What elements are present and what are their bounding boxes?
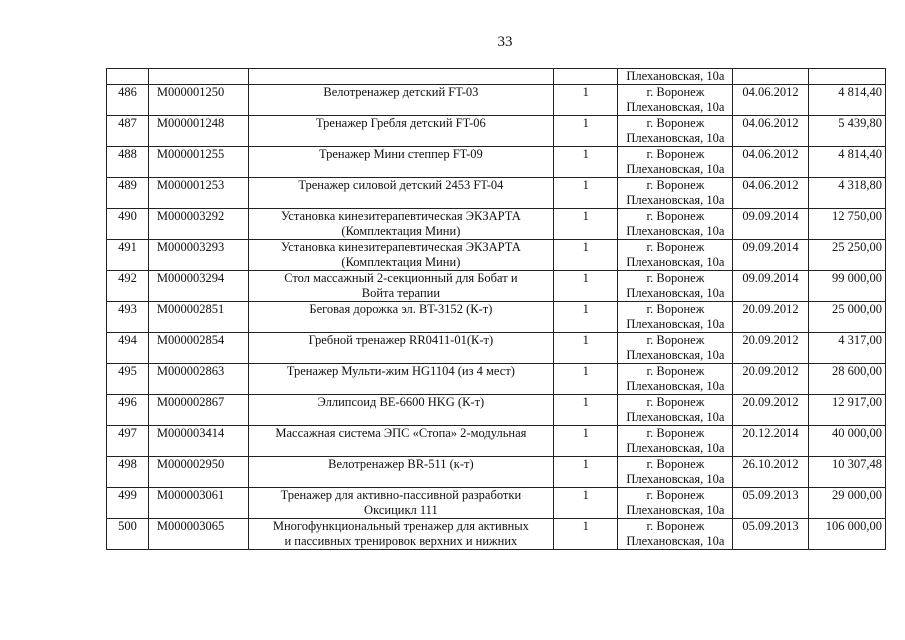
quantity-cell-text: 1 bbox=[582, 364, 589, 378]
sum-cell-text: 25 000,00 bbox=[832, 302, 882, 316]
name-cell-text: Стол массажный 2-секционный для Бобат и bbox=[284, 271, 518, 285]
table-row bbox=[107, 271, 886, 302]
sum-cell bbox=[808, 488, 885, 519]
address-cell-text: Плехановская, 10а bbox=[626, 286, 725, 300]
row-number-cell bbox=[107, 302, 149, 333]
row-number-cell bbox=[107, 178, 149, 209]
sum-cell-text: 4 814,40 bbox=[838, 147, 882, 161]
date-cell bbox=[733, 116, 808, 147]
date-cell bbox=[733, 240, 808, 271]
name-cell bbox=[248, 302, 553, 333]
sum-cell-text: 4 317,00 bbox=[838, 333, 882, 347]
date-cell bbox=[733, 333, 808, 364]
row-number-cell-text: 500 bbox=[118, 519, 137, 533]
name-cell bbox=[248, 69, 553, 85]
address-cell-text: г. Воронеж bbox=[646, 426, 705, 440]
address-cell-text: г. Воронеж bbox=[646, 209, 705, 223]
row-number-cell bbox=[107, 240, 149, 271]
quantity-cell bbox=[553, 364, 617, 395]
quantity-cell-text: 1 bbox=[582, 271, 589, 285]
row-number-cell bbox=[107, 457, 149, 488]
quantity-cell bbox=[553, 333, 617, 364]
date-cell-text: 09.09.2014 bbox=[742, 240, 799, 254]
address-cell-text: г. Воронеж bbox=[646, 240, 705, 254]
address-cell-text: Плехановская, 10а bbox=[626, 317, 725, 331]
row-number-cell bbox=[107, 116, 149, 147]
code-cell bbox=[148, 116, 248, 147]
code-cell-text: M000002867 bbox=[156, 395, 225, 409]
name-cell bbox=[248, 488, 553, 519]
row-number-cell bbox=[107, 519, 149, 550]
quantity-cell-text: 1 bbox=[582, 178, 589, 192]
date-cell-text: 20.09.2012 bbox=[742, 333, 799, 347]
row-number-cell-text: 491 bbox=[118, 240, 137, 254]
name-cell bbox=[248, 240, 553, 271]
table-row bbox=[107, 147, 886, 178]
code-cell bbox=[148, 271, 248, 302]
date-cell-text: 04.06.2012 bbox=[742, 147, 799, 161]
sum-cell-text: 40 000,00 bbox=[832, 426, 882, 440]
code-cell bbox=[148, 488, 248, 519]
table-row bbox=[107, 178, 886, 209]
sum-cell-text: 12 750,00 bbox=[832, 209, 882, 223]
address-cell-text: Плехановская, 10а bbox=[626, 534, 725, 548]
quantity-cell bbox=[553, 209, 617, 240]
name-cell-text: Велотренажер детский FT-03 bbox=[323, 85, 479, 99]
address-cell-text: г. Воронеж bbox=[646, 395, 705, 409]
address-cell-text: г. Воронеж bbox=[646, 519, 705, 533]
date-cell-text: 05.09.2013 bbox=[742, 519, 799, 533]
table-row bbox=[107, 457, 886, 488]
code-cell bbox=[148, 85, 248, 116]
code-cell bbox=[148, 364, 248, 395]
quantity-cell-text: 1 bbox=[582, 240, 589, 254]
name-cell-text: Тренажер для активно-пассивной разработки bbox=[280, 488, 522, 502]
address-cell-text: г. Воронеж bbox=[646, 333, 705, 347]
date-cell bbox=[733, 488, 808, 519]
code-cell-text: M000002851 bbox=[156, 302, 225, 316]
address-cell-text: Плехановская, 10а bbox=[626, 162, 725, 176]
row-number-cell-text: 494 bbox=[118, 333, 137, 347]
name-cell-text: Тренажер Гребля детский FT-06 bbox=[316, 116, 486, 130]
quantity-cell bbox=[553, 147, 617, 178]
name-cell-text: Беговая дорожка эл. BT-3152 (К-т) bbox=[309, 302, 493, 316]
sum-cell bbox=[808, 395, 885, 426]
name-cell bbox=[248, 147, 553, 178]
code-cell-text: M000003292 bbox=[156, 209, 225, 223]
address-cell-text: Плехановская, 10а bbox=[626, 379, 725, 393]
address-cell-text: Плехановская, 10а bbox=[626, 131, 725, 145]
name-cell-text: Многофункциональный тренажер для активных bbox=[272, 519, 529, 533]
name-cell bbox=[248, 519, 553, 550]
name-cell bbox=[248, 209, 553, 240]
date-cell bbox=[733, 147, 808, 178]
page-number: 33 bbox=[497, 34, 513, 50]
code-cell-text: M000001250 bbox=[156, 85, 225, 99]
name-cell-text: Тренажер Мини степпер FT-09 bbox=[318, 147, 483, 161]
address-cell-text: Плехановская, 10а bbox=[626, 441, 725, 455]
date-cell-text: 05.09.2013 bbox=[742, 488, 799, 502]
address-cell-text: Плехановская, 10а bbox=[626, 224, 725, 238]
address-cell bbox=[618, 178, 733, 209]
code-cell-text: M000002950 bbox=[156, 457, 225, 471]
table-row bbox=[107, 426, 886, 457]
quantity-cell bbox=[553, 240, 617, 271]
code-cell bbox=[148, 333, 248, 364]
sum-cell bbox=[808, 147, 885, 178]
address-cell bbox=[618, 209, 733, 240]
address-cell-text: Плехановская, 10а bbox=[626, 348, 725, 362]
name-cell-text: (Комплектация Мини) bbox=[341, 255, 461, 269]
sum-cell-text: 29 000,00 bbox=[832, 488, 882, 502]
row-number-cell bbox=[107, 271, 149, 302]
quantity-cell-text: 1 bbox=[582, 457, 589, 471]
name-cell-text: Тренажер Мульти-жим HG1104 (из 4 мест) bbox=[286, 364, 515, 378]
quantity-cell bbox=[553, 178, 617, 209]
address-cell-text: г. Воронеж bbox=[646, 85, 705, 99]
date-cell bbox=[733, 85, 808, 116]
row-number-cell bbox=[107, 147, 149, 178]
sum-cell bbox=[808, 333, 885, 364]
quantity-cell bbox=[553, 271, 617, 302]
sum-cell bbox=[808, 457, 885, 488]
address-cell-text: г. Воронеж bbox=[646, 364, 705, 378]
address-cell bbox=[618, 457, 733, 488]
code-cell bbox=[148, 147, 248, 178]
name-cell bbox=[248, 457, 553, 488]
code-cell bbox=[148, 178, 248, 209]
address-cell bbox=[618, 364, 733, 395]
date-cell bbox=[733, 364, 808, 395]
date-cell-text: 04.06.2012 bbox=[742, 85, 799, 99]
table-row bbox=[107, 364, 886, 395]
code-cell bbox=[148, 395, 248, 426]
row-number-cell bbox=[107, 364, 149, 395]
row-number-cell bbox=[107, 488, 149, 519]
sum-cell bbox=[808, 116, 885, 147]
name-cell bbox=[248, 364, 553, 395]
address-cell bbox=[618, 69, 733, 85]
code-cell bbox=[148, 240, 248, 271]
address-cell-text: Плехановская, 10а bbox=[626, 255, 725, 269]
address-cell-text: г. Воронеж bbox=[646, 178, 705, 192]
sum-cell bbox=[808, 364, 885, 395]
name-cell bbox=[248, 395, 553, 426]
name-cell bbox=[248, 271, 553, 302]
date-cell bbox=[733, 519, 808, 550]
row-number-cell bbox=[107, 426, 149, 457]
name-cell-text: (Комплектация Мини) bbox=[341, 224, 461, 238]
table-row bbox=[107, 209, 886, 240]
quantity-cell-text: 1 bbox=[582, 426, 589, 440]
address-cell-text: Плехановская, 10а bbox=[626, 193, 725, 207]
date-cell bbox=[733, 302, 808, 333]
date-cell bbox=[733, 426, 808, 457]
sum-cell bbox=[808, 240, 885, 271]
address-cell-text: Плехановская, 10а bbox=[626, 472, 725, 486]
code-cell-text: M000003065 bbox=[156, 519, 225, 533]
code-cell bbox=[148, 302, 248, 333]
sum-cell-text: 4 318,80 bbox=[838, 178, 882, 192]
date-cell bbox=[733, 457, 808, 488]
code-cell-text: M000003293 bbox=[156, 240, 225, 254]
row-number-cell-text: 498 bbox=[118, 457, 137, 471]
quantity-cell bbox=[553, 302, 617, 333]
quantity-cell bbox=[553, 519, 617, 550]
date-cell-text: 04.06.2012 bbox=[742, 178, 799, 192]
table-row bbox=[107, 240, 886, 271]
row-number-cell-text: 490 bbox=[118, 209, 137, 223]
code-cell bbox=[148, 519, 248, 550]
code-cell bbox=[148, 426, 248, 457]
name-cell bbox=[248, 116, 553, 147]
date-cell bbox=[733, 395, 808, 426]
quantity-cell-text: 1 bbox=[582, 519, 589, 533]
code-cell-text: M000001248 bbox=[156, 116, 225, 130]
inventory-table bbox=[106, 68, 886, 550]
sum-cell-text: 4 814,40 bbox=[838, 85, 882, 99]
code-cell-text: M000003061 bbox=[156, 488, 225, 502]
row-number-cell-text: 497 bbox=[118, 426, 137, 440]
code-cell bbox=[148, 69, 248, 85]
address-cell-text: г. Воронеж bbox=[646, 116, 705, 130]
row-number-cell bbox=[107, 69, 149, 85]
name-cell-text: Установка кинезитерапевтическая ЭКЗАРТА bbox=[280, 240, 521, 254]
address-cell bbox=[618, 333, 733, 364]
sum-cell bbox=[808, 85, 885, 116]
name-cell-text: Тренажер силовой детский 2453 FT-04 bbox=[298, 178, 504, 192]
quantity-cell bbox=[553, 85, 617, 116]
sum-cell bbox=[808, 302, 885, 333]
row-number-cell-text: 488 bbox=[118, 147, 137, 161]
name-cell-text: Установка кинезитерапевтическая ЭКЗАРТА bbox=[280, 209, 521, 223]
address-cell bbox=[618, 395, 733, 426]
quantity-cell bbox=[553, 69, 617, 85]
date-cell-text: 20.09.2012 bbox=[742, 395, 799, 409]
quantity-cell-text: 1 bbox=[582, 147, 589, 161]
quantity-cell-text: 1 bbox=[582, 488, 589, 502]
address-cell-text: г. Воронеж bbox=[646, 488, 705, 502]
name-cell-text: Велотренажер BR-511 (к-т) bbox=[328, 457, 474, 471]
name-cell bbox=[248, 426, 553, 457]
quantity-cell-text: 1 bbox=[582, 395, 589, 409]
name-cell bbox=[248, 85, 553, 116]
address-cell bbox=[618, 426, 733, 457]
date-cell-text: 20.12.2014 bbox=[742, 426, 799, 440]
date-cell-text: 20.09.2012 bbox=[742, 302, 799, 316]
quantity-cell-text: 1 bbox=[582, 302, 589, 316]
address-cell-text: Плехановская, 10а bbox=[626, 410, 725, 424]
sum-cell-text: 99 000,00 bbox=[832, 271, 882, 285]
name-cell-text: Гребной тренажер RR0411-01(К-т) bbox=[308, 333, 494, 347]
address-cell-text: г. Воронеж bbox=[646, 457, 705, 471]
sum-cell-text: 25 250,00 bbox=[832, 240, 882, 254]
sum-cell-text: 28 600,00 bbox=[832, 364, 882, 378]
code-cell-text: M000002854 bbox=[156, 333, 225, 347]
date-cell bbox=[733, 69, 808, 85]
row-number-cell-text: 492 bbox=[118, 271, 137, 285]
sum-cell bbox=[808, 178, 885, 209]
sum-cell bbox=[808, 209, 885, 240]
table-row bbox=[107, 85, 886, 116]
address-cell bbox=[618, 240, 733, 271]
sum-cell-text: 5 439,80 bbox=[838, 116, 882, 130]
address-cell bbox=[618, 116, 733, 147]
date-cell-text: 09.09.2014 bbox=[742, 209, 799, 223]
code-cell bbox=[148, 457, 248, 488]
row-number-cell-text: 486 bbox=[118, 85, 137, 99]
code-cell-text: M000002863 bbox=[156, 364, 225, 378]
address-cell bbox=[618, 519, 733, 550]
sum-cell bbox=[808, 69, 885, 85]
address-cell-text: Плехановская, 10а bbox=[626, 503, 725, 517]
row-number-cell-text: 499 bbox=[118, 488, 137, 502]
quantity-cell bbox=[553, 395, 617, 426]
quantity-cell-text: 1 bbox=[582, 333, 589, 347]
address-cell-text: Плехановская, 10а bbox=[626, 100, 725, 114]
table-row bbox=[107, 116, 886, 147]
row-number-cell-text: 495 bbox=[118, 364, 137, 378]
address-cell-text: г. Воронеж bbox=[646, 147, 705, 161]
date-cell-text: 20.09.2012 bbox=[742, 364, 799, 378]
sum-cell bbox=[808, 271, 885, 302]
quantity-cell bbox=[553, 457, 617, 488]
name-cell-text: Массажная система ЭПС «Стопа» 2-модульная bbox=[275, 426, 527, 440]
code-cell bbox=[148, 209, 248, 240]
name-cell-text: Оксицикл 111 bbox=[364, 503, 438, 517]
sum-cell bbox=[808, 426, 885, 457]
address-cell bbox=[618, 302, 733, 333]
address-cell bbox=[618, 488, 733, 519]
code-cell-text: M000003414 bbox=[156, 426, 225, 440]
quantity-cell-text: 1 bbox=[582, 116, 589, 130]
code-cell-text: M000001253 bbox=[156, 178, 225, 192]
sum-cell bbox=[808, 519, 885, 550]
quantity-cell bbox=[553, 116, 617, 147]
row-number-cell-text: 487 bbox=[118, 116, 137, 130]
name-cell-text: и пассивных тренировок верхних и нижних bbox=[284, 534, 518, 548]
name-cell bbox=[248, 178, 553, 209]
row-number-cell bbox=[107, 395, 149, 426]
quantity-cell bbox=[553, 488, 617, 519]
row-number-cell bbox=[107, 85, 149, 116]
row-number-cell bbox=[107, 209, 149, 240]
date-cell-text: 26.10.2012 bbox=[742, 457, 799, 471]
row-number-cell-text: 496 bbox=[118, 395, 137, 409]
address-line: Плехановская, 10а bbox=[626, 69, 725, 83]
address-cell-text: г. Воронеж bbox=[646, 271, 705, 285]
code-cell-text: M000003294 bbox=[156, 271, 225, 285]
table-row bbox=[107, 488, 886, 519]
date-cell bbox=[733, 209, 808, 240]
row-number-cell bbox=[107, 333, 149, 364]
table-row bbox=[107, 395, 886, 426]
date-cell bbox=[733, 271, 808, 302]
quantity-cell bbox=[553, 426, 617, 457]
date-cell-text: 04.06.2012 bbox=[742, 116, 799, 130]
quantity-cell-text: 1 bbox=[582, 209, 589, 223]
address-cell bbox=[618, 147, 733, 178]
date-cell bbox=[733, 178, 808, 209]
row-number-cell-text: 489 bbox=[118, 178, 137, 192]
date-cell-text: 09.09.2014 bbox=[742, 271, 799, 285]
sum-cell-text: 106 000,00 bbox=[825, 519, 882, 533]
address-cell-text: г. Воронеж bbox=[646, 302, 705, 316]
address-cell bbox=[618, 271, 733, 302]
sum-cell-text: 10 307,48 bbox=[832, 457, 882, 471]
table-row bbox=[107, 302, 886, 333]
quantity-cell-text: 1 bbox=[582, 85, 589, 99]
name-cell-text: Эллипсоид BE-6600 HKG (К-т) bbox=[317, 395, 485, 409]
row-number-cell-text: 493 bbox=[118, 302, 137, 316]
table-row bbox=[107, 519, 886, 550]
address-cell bbox=[618, 85, 733, 116]
name-cell bbox=[248, 333, 553, 364]
name-cell-text: Войта терапии bbox=[361, 286, 441, 300]
code-cell-text: M000001255 bbox=[156, 147, 225, 161]
table-row bbox=[107, 333, 886, 364]
sum-cell-text: 12 917,00 bbox=[832, 395, 882, 409]
continued-row bbox=[107, 69, 886, 85]
